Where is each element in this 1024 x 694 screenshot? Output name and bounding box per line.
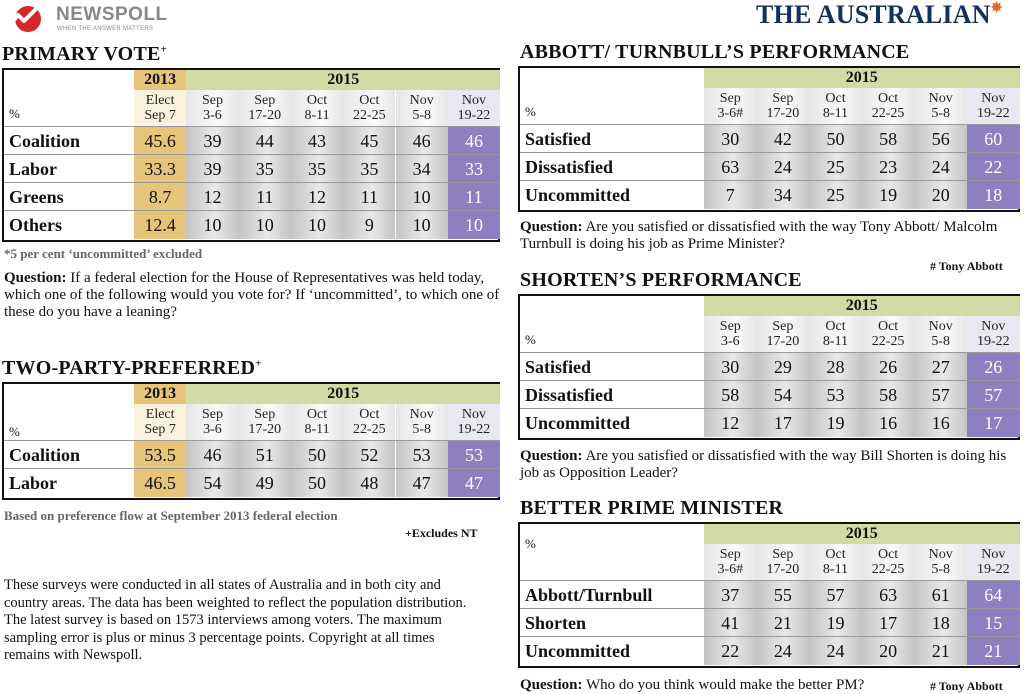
primary_vote-cell: 39 (186, 127, 238, 155)
two_party-col-header-line1: Sep (201, 407, 223, 422)
better-pm-title: BETTER PRIME MINISTER (520, 497, 784, 519)
pm-performance-table (518, 66, 1020, 212)
primary_vote-cell: 35 (239, 155, 291, 183)
better_pm-percent-label: % (525, 536, 536, 551)
shorten_performance-percent-label: % (525, 332, 536, 347)
two_party-col-header-line1: Oct (359, 407, 380, 422)
primary_vote-col-header (239, 90, 291, 126)
primary_vote-col-header-line1: Elect (145, 93, 175, 108)
pm_performance-cell: 18 (967, 181, 1020, 209)
better_pm-cell: 21 (757, 609, 810, 637)
primary_vote-col-header-line1: Oct (359, 93, 380, 108)
newspoll-logo (6, 2, 181, 36)
better_pm-cell: 57 (809, 581, 862, 609)
pm_performance-col-header-line2: 22-25 (871, 106, 905, 121)
pm_performance-cell: 7 (704, 181, 757, 209)
primary-vote-question: Question: If a federal election for the House of Representatives was held today, which one of the following would you vote for? If ‘uncommitted’, to which one of these do you have a leaning? (4, 270, 500, 320)
pm-performance-question: Question: Are you satisfied or dissatisfied with the way Tony Abbott/ Malcolm Turnbull is doing his job as Prime Minister? (520, 219, 998, 252)
pm_performance-col-header-line1: Oct (825, 91, 846, 106)
pm_performance-col-header-line1: Sep (772, 91, 794, 106)
shorten_performance-cell: 57 (967, 381, 1020, 409)
two_party-col-header-line2: 19-22 (457, 422, 491, 437)
two_party-percent-label: % (9, 424, 20, 439)
primary_vote-cell: 12 (186, 183, 238, 211)
shorten_performance-col-header-line2: 5-8 (931, 334, 951, 349)
pm_performance-cell: 30 (704, 125, 757, 153)
pm_performance-row (520, 124, 1020, 152)
pm_performance-col-header-line2: 19-22 (976, 106, 1010, 121)
shorten_performance-col-header (914, 316, 967, 352)
primary_vote-cell: 44 (239, 127, 291, 155)
shorten_performance-cell: 28 (809, 353, 862, 381)
two_party-col-header (448, 404, 500, 440)
pm_performance-col-header (809, 88, 862, 124)
shorten_performance-cell: 12 (704, 409, 757, 437)
better_pm-col-header (967, 544, 1020, 580)
two_party-row (4, 440, 500, 468)
shorten_performance-cell: 26 (862, 353, 915, 381)
shorten_performance-col-header (967, 316, 1020, 352)
two_party-year-2015: 2015 (186, 384, 500, 404)
two-party-title: TWO-PARTY-PREFERRED+ (2, 357, 262, 379)
pm_performance-cell: 58 (862, 125, 915, 153)
two_party-col-header (343, 404, 395, 440)
shorten_performance-row (520, 408, 1020, 436)
pm_performance-cell: 24 (757, 153, 810, 181)
two_party-col-header-line2: 17-20 (248, 422, 282, 437)
better-pm-hash-note: # Tony Abbott (930, 679, 1003, 693)
primary-vote-table (2, 68, 500, 242)
pm_performance-cell: 19 (862, 181, 915, 209)
shorten_performance-col-header (862, 316, 915, 352)
two_party-col-header-line1: Nov (409, 407, 434, 422)
two_party-cell: 53 (396, 441, 448, 469)
primary_vote-col-header-line1: Nov (409, 93, 434, 108)
shorten-performance-question: Question: Are you satisfied or dissatisfied with the way Bill Shorten is doing his job as Opposition Leader? (520, 448, 1007, 481)
pm_performance-col-header-line2: 5-8 (931, 106, 951, 121)
primary_vote-col-header-line2: 17-20 (248, 108, 282, 123)
better_pm-col-header (914, 544, 967, 580)
shorten_performance-cell: 58 (862, 381, 915, 409)
primary_vote-cell: 35 (343, 155, 395, 183)
primary_vote-cell: 46 (396, 127, 448, 155)
shorten_performance-col-header-line2: 8-11 (822, 334, 849, 349)
better_pm-cell: 21 (967, 637, 1020, 665)
primary_vote-cell: 11 (448, 183, 500, 211)
better_pm-col-header-line1: Oct (825, 547, 846, 562)
primary_vote-col-header-line2: 22-25 (353, 108, 386, 123)
pm_performance-col-header-line2: 17-20 (766, 106, 800, 121)
primary_vote-cell: 33.3 (134, 155, 186, 183)
shorten_performance-cell: 17 (757, 409, 810, 437)
two_party-col-header (134, 404, 186, 440)
two_party-row-label: Labor (9, 473, 58, 493)
better_pm-col-header (809, 544, 862, 580)
better_pm-cell: 37 (704, 581, 757, 609)
two_party-col-header-line1: Elect (145, 407, 175, 422)
better_pm-cell: 22 (704, 637, 757, 665)
two_party-cell: 49 (239, 469, 291, 497)
better_pm-cell: 64 (967, 581, 1020, 609)
better_pm-row-label: Shorten (525, 613, 587, 633)
better_pm-cell: 18 (914, 609, 967, 637)
pm_performance-col-header-line1: Oct (877, 91, 899, 106)
better_pm-col-header-line2: 5-8 (931, 562, 951, 577)
pm-performance-title: ABBOTT/ TURNBULL’S PERFORMANCE (520, 41, 910, 63)
primary_vote-cell: 33 (448, 155, 500, 183)
pm_performance-col-header (862, 88, 915, 124)
primary_vote-cell: 10 (396, 211, 448, 239)
primary_vote-col-header-line1: Sep (201, 93, 223, 108)
pm_performance-cell: 23 (862, 153, 915, 181)
shorten_performance-col-header-line1: Sep (772, 319, 794, 334)
primary_vote-year-2015: 2015 (186, 70, 500, 90)
two_party-col-header-line2: 3-6 (203, 422, 222, 437)
pm_performance-cell: 50 (809, 125, 862, 153)
shorten_performance-col-header-line2: 22-25 (871, 334, 905, 349)
primary_vote-col-header-line1: Nov (461, 93, 486, 108)
primary_vote-cell: 10 (186, 211, 238, 239)
primary_vote-cell: 34 (396, 155, 448, 183)
shorten_performance-cell: 30 (704, 353, 757, 381)
primary_vote-col-header (134, 90, 186, 126)
primary_vote-cell: 43 (291, 127, 343, 155)
primary_vote-cell: 11 (343, 183, 395, 211)
better_pm-row (520, 580, 1020, 608)
two_party-year-2013: 2013 (134, 384, 186, 404)
pm_performance-cell: 20 (914, 181, 967, 209)
shorten_performance-col-header-line1: Nov (981, 319, 1006, 334)
shorten_performance-cell: 19 (809, 409, 862, 437)
pm_performance-row (520, 152, 1020, 180)
primary_vote-col-header (343, 90, 395, 126)
two_party-row (4, 468, 500, 496)
better_pm-cell: 17 (862, 609, 915, 637)
better_pm-cell: 61 (914, 581, 967, 609)
two_party-cell: 46 (186, 441, 238, 469)
shorten_performance-col-header-line1: Oct (877, 319, 899, 334)
better_pm-cell: 24 (757, 637, 810, 665)
shorten_performance-col-header (704, 316, 757, 352)
newspoll-tagline: WHEN THE ANSWER MATTERS (57, 26, 154, 32)
shorten_performance-cell: 58 (704, 381, 757, 409)
two_party-col-header (239, 404, 291, 440)
two_party-row-label: Coalition (9, 445, 81, 465)
better_pm-row-label: Uncommitted (525, 641, 630, 661)
the-australian-logo (756, 0, 1003, 30)
primary_vote-col-header-line2: 3-6 (203, 108, 222, 123)
shorten_performance-cell: 17 (967, 409, 1020, 437)
primary_vote-cell: 12.4 (134, 211, 186, 239)
shorten_performance-col-header-line2: 3-6 (720, 334, 740, 349)
primary_vote-col-header (186, 90, 238, 126)
pm_performance-year-2015: 2015 (704, 68, 1020, 88)
better_pm-col-header-line1: Sep (772, 547, 794, 562)
better_pm-cell: 63 (862, 581, 915, 609)
two_party-col-header-line2: 22-25 (353, 422, 386, 437)
better_pm-cell: 15 (967, 609, 1020, 637)
primary_vote-cell: 10 (448, 211, 500, 239)
primary_vote-year-2013: 2013 (134, 70, 186, 90)
pm_performance-row-label: Dissatisfied (525, 157, 614, 177)
pm_performance-col-header (967, 88, 1020, 124)
pm_performance-row (520, 180, 1020, 208)
shorten_performance-col-header-line1: Nov (928, 319, 953, 334)
two_party-cell: 54 (186, 469, 238, 497)
star-icon: ✸ (990, 1, 1003, 16)
pm_performance-cell: 56 (914, 125, 967, 153)
primary_vote-percent-label: % (9, 106, 20, 121)
better_pm-row-label: Abbott/Turnbull (525, 585, 653, 605)
shorten_performance-cell: 54 (757, 381, 810, 409)
shorten-performance-title: SHORTEN’S PERFORMANCE (520, 269, 802, 291)
two_party-col-header-line1: Sep (254, 407, 276, 422)
shorten_performance-cell: 29 (757, 353, 810, 381)
better_pm-col-header-line2: 19-22 (976, 562, 1010, 577)
pm_performance-cell: 60 (967, 125, 1020, 153)
better_pm-col-header-line2: 22-25 (871, 562, 905, 577)
shorten_performance-year-2015: 2015 (704, 296, 1020, 316)
primary-vote-footnote: *5 per cent ‘uncommitted’ excluded (4, 246, 203, 261)
better_pm-col-header (862, 544, 915, 580)
shorten_performance-col-header-line2: 17-20 (766, 334, 800, 349)
two_party-col-header-line1: Oct (306, 407, 328, 422)
shorten_performance-col-header-line2: 19-22 (976, 334, 1010, 349)
better_pm-cell: 55 (757, 581, 810, 609)
two_party-col-header (396, 404, 448, 440)
better_pm-cell: 19 (809, 609, 862, 637)
pm_performance-col-header (757, 88, 810, 124)
pm_performance-col-header (914, 88, 967, 124)
better-pm-table (518, 522, 1020, 668)
two_party-cell: 47 (396, 469, 448, 497)
excludes-note: +Excludes NT (405, 526, 478, 540)
two-party-footnote: Based on preference flow at September 2013 federal election (4, 508, 338, 523)
pm_performance-cell: 42 (757, 125, 810, 153)
primary_vote-col-header-line2: 19-22 (457, 108, 491, 123)
pm_performance-cell: 25 (809, 181, 862, 209)
better_pm-col-header-line1: Nov (981, 547, 1006, 562)
shorten_performance-cell: 57 (914, 381, 967, 409)
better_pm-row (520, 636, 1020, 664)
two_party-cell: 53 (448, 441, 500, 469)
primary_vote-row-label: Labor (9, 159, 58, 179)
primary_vote-col-header-line1: Sep (254, 93, 276, 108)
two_party-cell: 51 (239, 441, 291, 469)
pm_performance-percent-label: % (525, 104, 536, 119)
shorten_performance-cell: 16 (862, 409, 915, 437)
two_party-col-header-line2: 8-11 (304, 422, 330, 437)
better_pm-cell: 41 (704, 609, 757, 637)
pm_performance-col-header-line2: 3-6# (717, 106, 744, 121)
primary_vote-cell: 35 (291, 155, 343, 183)
shorten_performance-cell: 53 (809, 381, 862, 409)
better_pm-cell: 24 (809, 637, 862, 665)
two_party-col-header (291, 404, 343, 440)
two_party-cell: 52 (343, 441, 395, 469)
shorten_performance-row-label: Uncommitted (525, 413, 630, 433)
pm_performance-col-header-line1: Nov (928, 91, 953, 106)
pm_performance-cell: 22 (967, 153, 1020, 181)
pm_performance-cell: 63 (704, 153, 757, 181)
shorten_performance-row (520, 352, 1020, 380)
primary_vote-row-label: Coalition (9, 131, 81, 151)
two_party-col-header-line1: Nov (461, 407, 486, 422)
pm_performance-row-label: Uncommitted (525, 185, 630, 205)
primary_vote-col-header-line2: 5-8 (412, 108, 431, 123)
primary_vote-cell: 10 (239, 211, 291, 239)
two_party-col-header-line2: 5-8 (412, 422, 431, 437)
primary_vote-cell: 8.7 (134, 183, 186, 211)
primary_vote-col-header-line2: Sep 7 (144, 108, 176, 123)
pm_performance-col-header-line1: Nov (981, 91, 1006, 106)
shorten-performance-table (518, 294, 1020, 440)
two_party-cell: 50 (291, 441, 343, 469)
primary_vote-cell: 9 (343, 211, 395, 239)
primary_vote-cell: 12 (291, 183, 343, 211)
pm_performance-row-label: Satisfied (525, 129, 592, 149)
better_pm-cell: 20 (862, 637, 915, 665)
better_pm-year-2015: 2015 (704, 524, 1020, 544)
primary-vote-title: PRIMARY VOTE+ (2, 43, 167, 65)
two-party-table (2, 382, 500, 500)
newspoll-logo-icon (6, 4, 50, 34)
primary_vote-cell: 39 (186, 155, 238, 183)
primary_vote-row (4, 182, 500, 210)
better-pm-question: Question: Who do you think would make the better PM? (520, 677, 865, 693)
two_party-col-header-line2: Sep 7 (144, 422, 176, 437)
shorten_performance-col-header-line1: Sep (719, 319, 741, 334)
primary_vote-col-header (291, 90, 343, 126)
two_party-cell: 47 (448, 469, 500, 497)
better_pm-cell: 21 (914, 637, 967, 665)
primary_vote-cell: 10 (291, 211, 343, 239)
better_pm-col-header-line1: Oct (877, 547, 899, 562)
shorten_performance-col-header (809, 316, 862, 352)
primary_vote-row (4, 154, 500, 182)
pm_performance-col-header-line2: 8-11 (822, 106, 849, 121)
pm_performance-col-header-line1: Sep (719, 91, 741, 106)
better_pm-row (520, 608, 1020, 636)
pm_performance-cell: 25 (809, 153, 862, 181)
shorten_performance-row-label: Satisfied (525, 357, 592, 377)
better_pm-col-header-line1: Nov (928, 547, 953, 562)
newspoll-name: NEWSPOLL (56, 4, 168, 25)
primary_vote-col-header (448, 90, 500, 126)
two_party-cell: 48 (343, 469, 395, 497)
primary_vote-cell: 10 (396, 183, 448, 211)
primary_vote-row-label: Others (9, 215, 62, 235)
primary_vote-row (4, 126, 500, 154)
shorten_performance-row (520, 380, 1020, 408)
primary_vote-cell: 45 (343, 127, 395, 155)
primary_vote-cell: 46 (448, 127, 500, 155)
methodology-text: These surveys were conducted in all states of Australia and in both city and country areas. The data has been weighted to reflect the population distribution. The latest survey is based on 1573 interviews among voters. The maximum sampling error is plus or minus 3 percentage points. Copyright at all times remains with Newspoll. (4, 577, 467, 663)
shorten_performance-cell: 16 (914, 409, 967, 437)
primary_vote-row (4, 210, 500, 238)
shorten_performance-row-label: Dissatisfied (525, 385, 614, 405)
primary_vote-row-label: Greens (9, 187, 64, 207)
pm_performance-col-header (704, 88, 757, 124)
shorten_performance-cell: 27 (914, 353, 967, 381)
primary_vote-cell: 11 (239, 183, 291, 211)
better_pm-col-header (704, 544, 757, 580)
pm_performance-cell: 34 (757, 181, 810, 209)
two_party-cell: 46.5 (134, 469, 186, 497)
primary_vote-cell: 45.6 (134, 127, 186, 155)
shorten_performance-col-header (757, 316, 810, 352)
better_pm-col-header-line2: 17-20 (766, 562, 800, 577)
better_pm-col-header-line2: 3-6# (717, 562, 744, 577)
shorten_performance-col-header-line1: Oct (825, 319, 846, 334)
better_pm-col-header-line2: 8-11 (822, 562, 849, 577)
primary_vote-col-header (396, 90, 448, 126)
two_party-col-header (186, 404, 238, 440)
better_pm-col-header (757, 544, 810, 580)
primary_vote-col-header-line2: 8-11 (304, 108, 330, 123)
shorten_performance-cell: 26 (967, 353, 1020, 381)
pm-performance-hash-note: # Tony Abbott (930, 259, 1003, 273)
two_party-cell: 53.5 (134, 441, 186, 469)
primary_vote-col-header-line1: Oct (306, 93, 328, 108)
better_pm-col-header-line1: Sep (719, 547, 741, 562)
two_party-cell: 50 (291, 469, 343, 497)
pm_performance-cell: 24 (914, 153, 967, 181)
australian-name: THE AUSTRALIAN (756, 0, 991, 29)
